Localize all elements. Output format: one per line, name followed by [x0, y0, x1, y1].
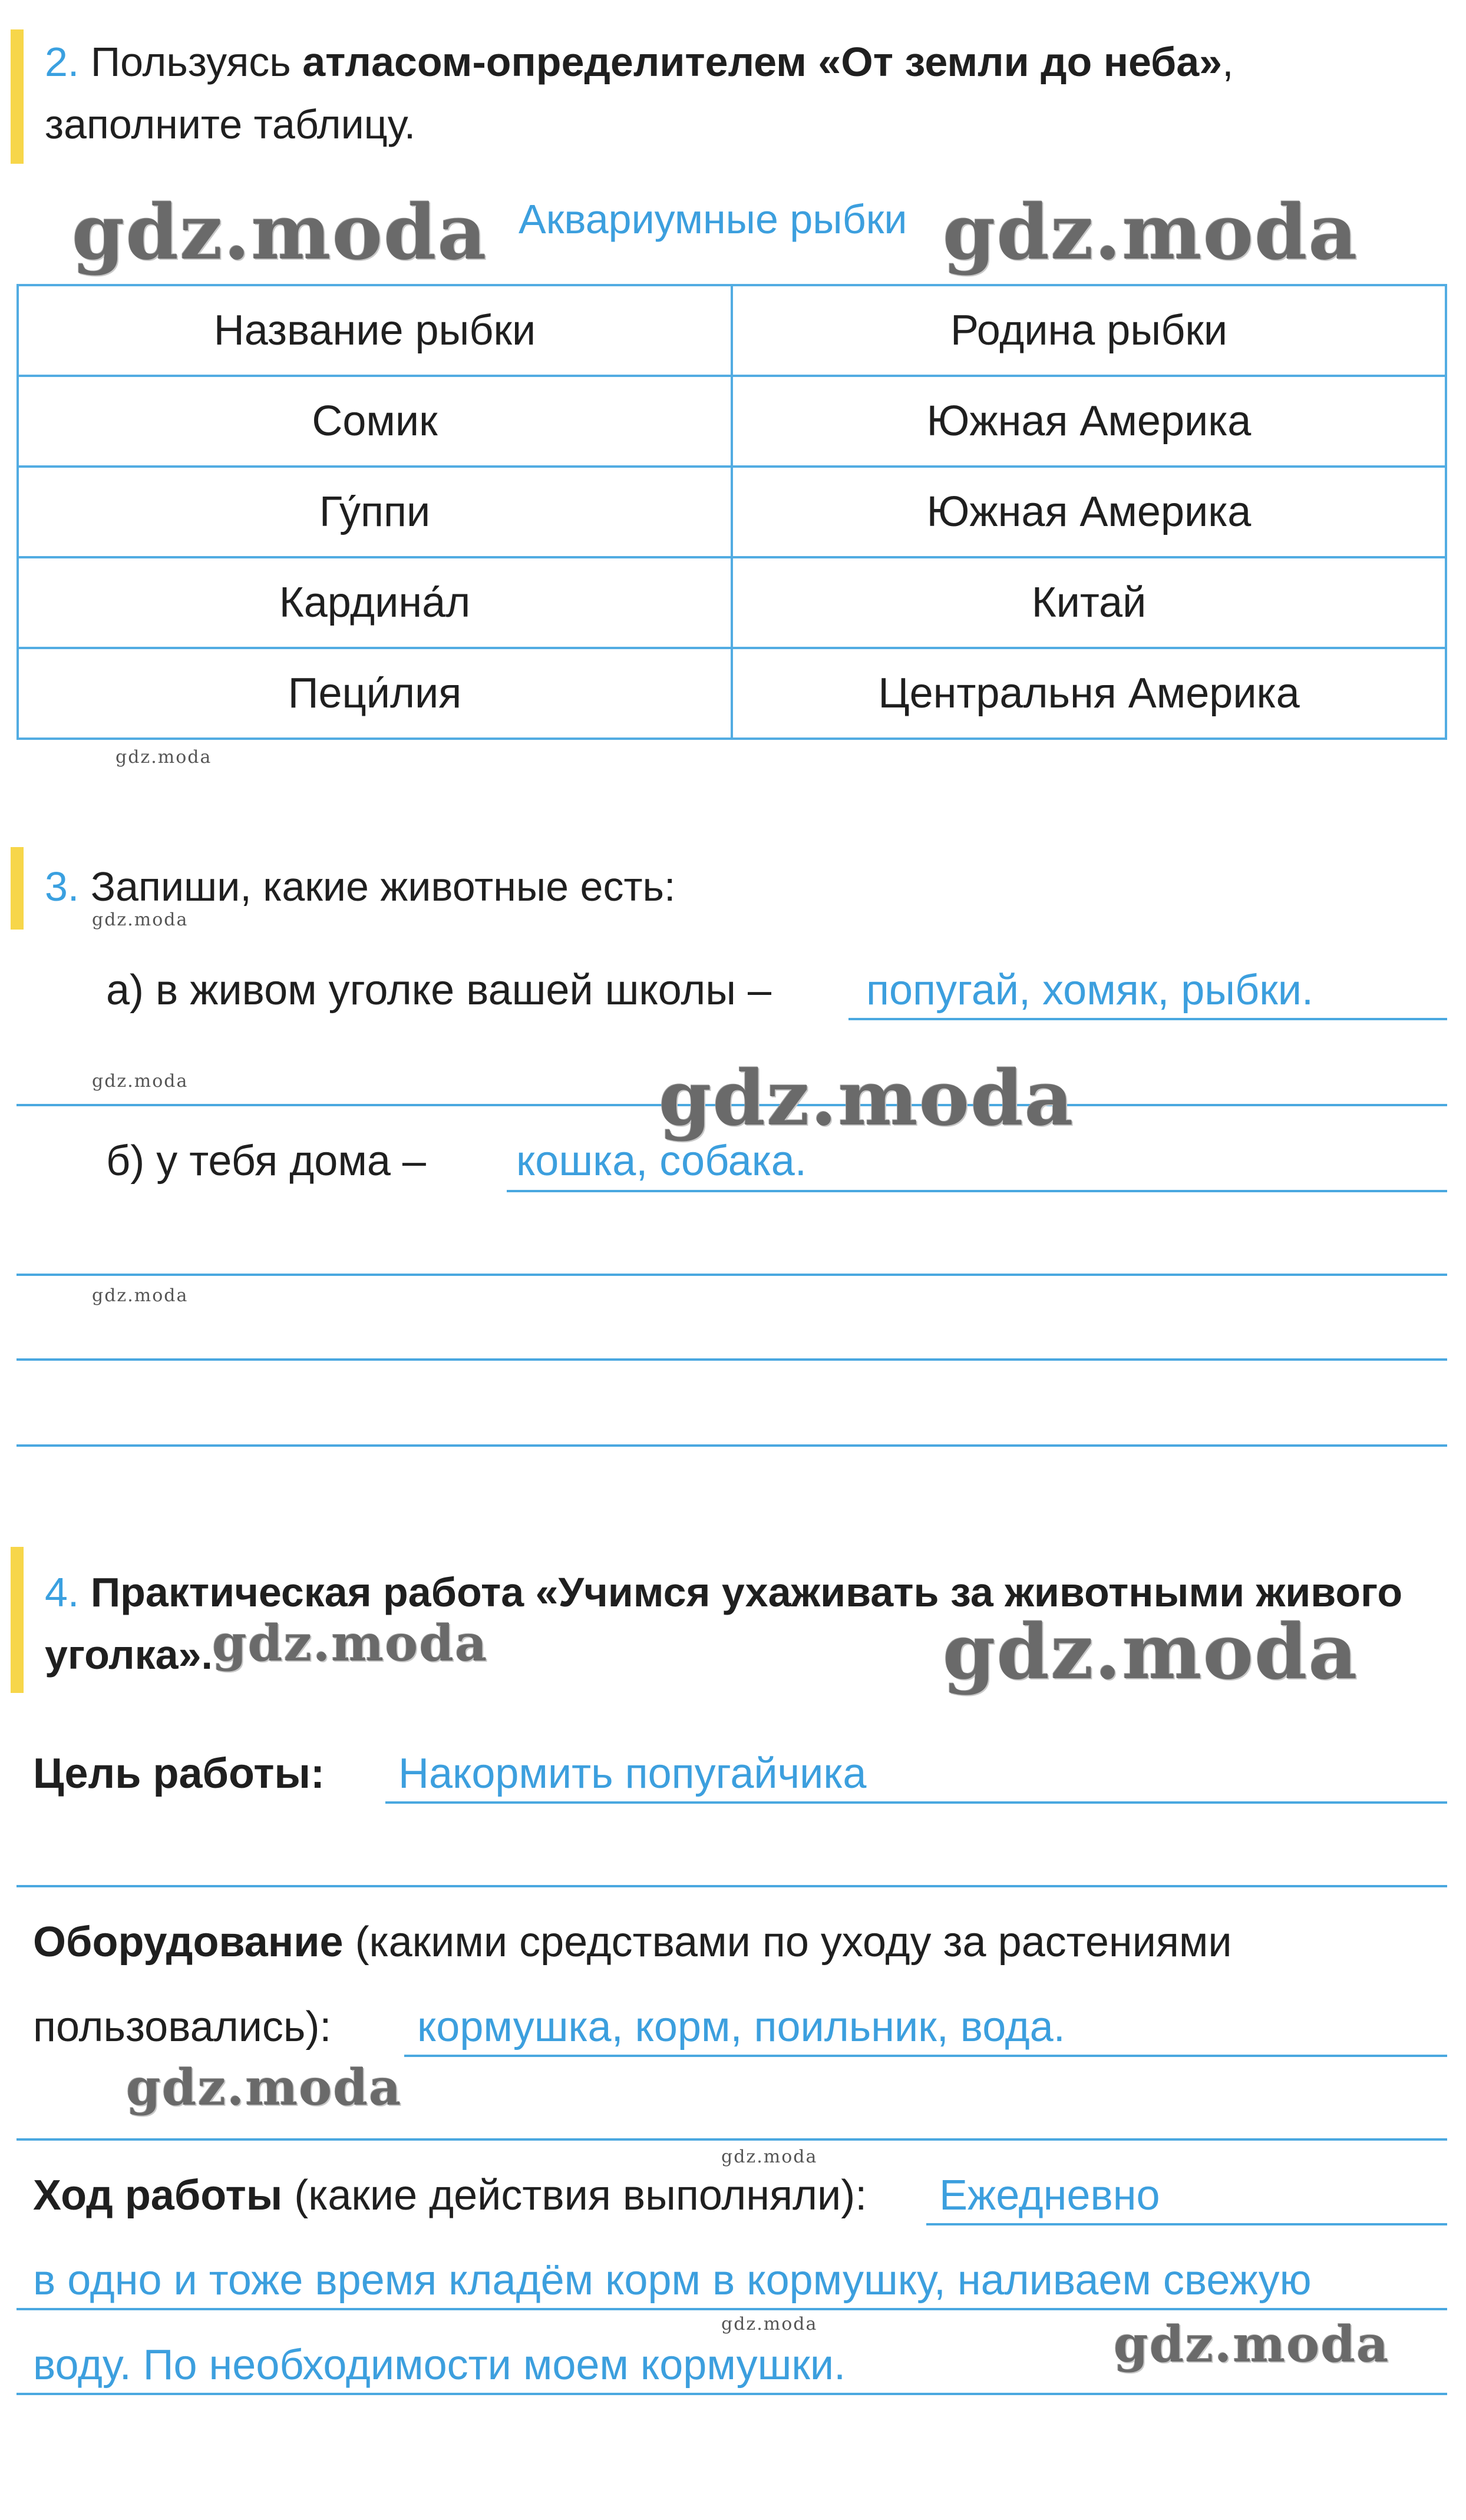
answer-line	[507, 1190, 1447, 1192]
watermark: gdz.moda	[943, 188, 1359, 277]
watermark: gdz.moda	[1114, 2315, 1390, 2373]
equipment-label	[33, 1918, 1232, 1966]
table-cell-origin: Южная Америка	[732, 376, 1446, 467]
watermark: gdz.moda	[721, 2147, 818, 2167]
table-row	[18, 557, 1446, 648]
answer-line	[848, 1018, 1447, 1020]
watermark: gdz.moda	[212, 1614, 488, 1672]
equipment-label-rest: (какими средствами по уходу за растениями	[343, 1919, 1232, 1966]
table-row	[18, 376, 1446, 467]
table-header-cell: Родина рыбки	[732, 285, 1446, 376]
answer-line	[385, 1801, 1447, 1804]
table-cell-fish: Гу́ппи	[18, 467, 732, 557]
process-answer-3: воду. По необходимости моем кормушки.	[33, 2342, 846, 2389]
task2-atlas-title: атласом-определителем «От земли до неба»	[302, 39, 1223, 85]
task4-title-line1: Практическая работа «Учимся ухаживать за животными живого	[79, 1569, 1403, 1615]
watermark: gdz.moda	[943, 1608, 1359, 1696]
watermark: gdz.moda	[721, 2314, 818, 2334]
task3-a-label: а) в живом уголке вашей школы –	[106, 967, 772, 1014]
answer-line	[16, 1358, 1447, 1361]
answer-line	[16, 1444, 1447, 1447]
task4-title-line2: уголка».	[45, 1632, 213, 1678]
watermark: gdz.moda	[115, 747, 212, 768]
answer-line	[16, 2308, 1447, 2310]
watermark: gdz.moda	[92, 1071, 189, 1092]
answer-line	[926, 2223, 1447, 2225]
process-answer-1: Ежедневно	[939, 2172, 1160, 2219]
answer-line	[16, 2393, 1447, 2395]
table-cell-origin: Южная Америка	[732, 467, 1446, 557]
task2-number: 2.	[45, 39, 80, 85]
equipment-label-line2: пользовались):	[33, 2003, 332, 2051]
table-row	[18, 467, 1446, 557]
equipment-label-bold: Оборудование	[33, 1919, 344, 1966]
task3-b-label: б) у тебя дома –	[106, 1137, 426, 1185]
table-cell-fish: Пеци́лия	[18, 648, 732, 739]
goal-answer: Накормить попугайчика	[398, 1750, 867, 1797]
process-label-bold: Ход работы	[33, 2172, 283, 2219]
table-cell-fish: Кардина́л	[18, 557, 732, 648]
table-cell-origin: Китай	[732, 557, 1446, 648]
fish-table	[16, 284, 1447, 740]
table-row	[18, 648, 1446, 739]
process-label	[33, 2171, 867, 2220]
task4-marker	[11, 1547, 24, 1693]
watermark: gdz.moda	[92, 1285, 189, 1306]
process-label-rest: (какие действия выполняли):	[282, 2172, 867, 2219]
answer-line	[404, 2055, 1447, 2057]
task2-text-before: Пользуясь	[79, 39, 303, 85]
table-header-cell: Название рыбки	[18, 285, 732, 376]
task4-number: 4.	[45, 1569, 80, 1615]
task2-instruction: заполните таблицу.	[45, 101, 416, 147]
watermark: gdz.moda	[126, 2058, 402, 2116]
task3-heading	[45, 855, 675, 918]
watermark: gdz.moda	[72, 188, 488, 277]
task2-text-after: ,	[1222, 39, 1234, 85]
watermark: gdz.moda	[659, 1054, 1075, 1143]
goal-label	[33, 1750, 325, 1798]
table-header-row	[18, 285, 1446, 376]
goal-label-text: Цель работы:	[33, 1750, 325, 1797]
answer-line	[16, 1885, 1447, 1887]
task3-text: Запиши, какие животные есть:	[79, 864, 676, 910]
table-cell-fish: Сомик	[18, 376, 732, 467]
answer-line	[16, 1274, 1447, 1276]
task3-a-answer: попугай, хомяк, рыбки.	[866, 967, 1313, 1014]
task3-number: 3.	[45, 864, 80, 910]
task2-marker	[11, 29, 24, 164]
task2-heading	[45, 31, 1447, 156]
task3-marker	[11, 847, 24, 930]
task3-b-answer: кошка, собака.	[516, 1137, 807, 1185]
process-answer-2: в одно и тоже время кладём корм в кормушку, наливаем свежую	[33, 2257, 1312, 2304]
table-title: Аквариумные рыбки	[519, 196, 907, 242]
equipment-answer: кормушка, корм, поильник, вода.	[417, 2003, 1065, 2051]
table-cell-origin: Центральня Америка	[732, 648, 1446, 739]
watermark: gdz.moda	[92, 910, 189, 930]
answer-line	[16, 2138, 1447, 2141]
